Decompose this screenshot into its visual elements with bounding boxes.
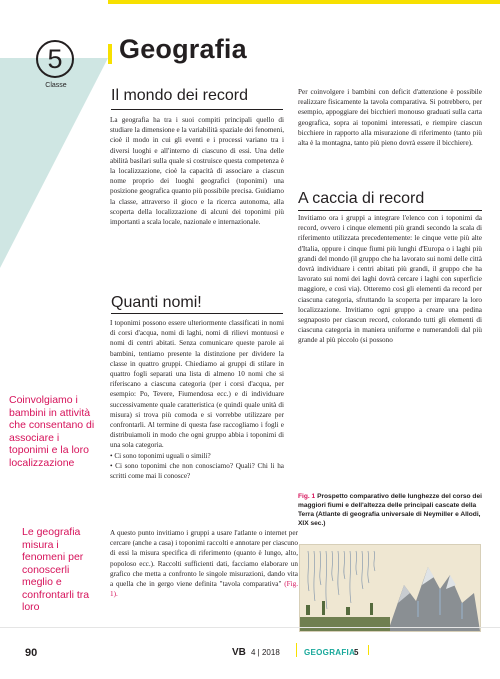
right-column-intro	[298, 87, 482, 148]
article-title: Il mondo dei record	[111, 87, 248, 104]
grade-label: Classe	[45, 82, 67, 89]
bullet-item: • Ci sono toponimi uguali o simili?	[110, 451, 211, 460]
footer-separator-end	[368, 645, 369, 655]
magazine-logo: VB	[232, 647, 246, 658]
teal-accent-shape	[0, 58, 108, 268]
page-number-left: 90	[25, 647, 38, 659]
page-title: Geografia	[119, 34, 247, 64]
issue-label: 4 | 2018	[251, 648, 280, 657]
sidenote-localization: Coinvolgiamo i bambini in attività che consentano di associare i toponimi e la loro localizzazione	[9, 394, 95, 469]
intro-paragraph: La geografia ha tra i suoi compiti principali quello di studiare la dimensione e la variabilità spaziale dei fenomeni, cioè il modo in cui gli eventi e i processi variano tra i diversi luoghi e all'interno di ciascuno di essi. Una delle abilità basilari sulla quale si costruisce questa competenza è la localizzazione, cioè la capacità di associare a ciascun nome proprio dei luoghi geografici (toponimi) una posizione geografica quanto più possibile precisa. Guidiamo la classe, attraverso il gioco e la ricerca autonoma, alla scoperta della localizzazione di alcuni dei toponimi più importanti a scala locale, nazionale e internazionale.	[110, 116, 284, 227]
section1-paragraph: I toponimi possono essere ulteriormente classificati in nomi di corsi d'acqua, nomi di laghi, nomi di rilievi montuosi e nomi di centri abitati. Senza comunicare queste parole ai bambini, tentiamo presente la distinzione per dividere la classe in quattro gruppi. Chiediamo ai gruppi di stilare in quattro fogli separati una lista di almeno 10 nomi che si riferiscano a ciascuna categoria (per i corsi d'acqua, per esempio: Po, Tevere, Fiumendosa ecc.) e di individuare successivamente quale caratteristica (e quindi quale unità di misura) si trova più comoda e si vorrebbe utilizzare per confrontarli. Al termine di questa fase raccogliamo i fogli e distribuiamoli in modo che ogni gruppo abbia i toponimi di una sola categoria.	[110, 319, 284, 450]
article-intro	[110, 115, 284, 227]
section1-paragraph-2-text: A questo punto invitiamo i gruppi a usare l'atlante o internet per cercare (anche a casa) i toponimi raccolti e annotare per ciascuno di essi la misura specifica di riferimento (quanto è lungo, alto, popoloso ecc.). Raccolti sufficienti dati, facciamo elaborare un grafico che metta a confronto le singole misurazioni, dando vita a quella che in gergo viene definita "tavola comparativa"	[110, 529, 298, 589]
figure-caption-text: Prospetto comparativo delle lunghezze del corso dei maggiori fiumi e dell'altezza delle principali cascate della Terra (Atlante di geografia universale di Neymiller e Allodi, XIX sec.)	[298, 493, 482, 527]
top-accent-bar	[108, 0, 500, 4]
section2-body	[298, 213, 482, 346]
article-title-rule	[111, 109, 283, 110]
footer-separator	[296, 643, 297, 657]
section-page-number: 5	[354, 648, 359, 657]
section1-body	[110, 318, 284, 481]
rivers-mountains-drawing	[300, 545, 480, 631]
sidenote-measurement: Le geografia misura i fenomeni per conoscerli meglio e confrontarli tra loro	[22, 526, 90, 613]
section-rule-1	[111, 313, 283, 314]
section2-paragraph: Invitiamo ora i gruppi a integrare l'elenco con i toponimi da record, ovvero i cinque elementi più grandi secondo la scala di riferimento utilizzata precedentemente: le cinque vette più alte d'Italia, oppure i cinque fiumi più lunghi d'Europa o i laghi più grandi del mondo (il gruppo che ha lavorato sui nomi delle città dovrà individuare i centri abitati più grandi, il gruppo che ha lavorato sui nomi dei laghi dovrà cercare i laghi con superficie maggiore, e così via). Otteremo così gli elementi da record per ciascuna categoria, sfruttando la scoperta per imparare la loro localizzazione. Invitiamo ogni gruppo a creare una pedina segnaposto per ciascun record, colorando tutti gli elementi di ciascuna categoria in maniera uniforme e numerandoli dal più grande al più piccolo (si possono	[298, 214, 482, 345]
bullet-item: • Ci sono toponimi che non conosciamo? Quali? Chi li ha scritti come mai li conosce?	[110, 461, 284, 481]
grade-badge: 5	[36, 40, 74, 78]
footer-section-label: GEOGRAFIA	[304, 648, 356, 657]
figure-reference-link[interactable]: (Fig. 1).	[110, 580, 299, 599]
figure-caption	[298, 492, 482, 528]
figure-label: Fig. 1	[298, 493, 316, 500]
footer-divider	[0, 627, 500, 628]
section-rule-2	[298, 210, 482, 211]
title-accent-bar	[108, 44, 112, 64]
right-paragraph: Per coinvolgere i bambini con deficit d'attenzione è possibile realizzare fisicamente la tavola comparativa. Si potrebbero, per esempio, appoggiare dei bicchieri monouso graduati sulla carta geografica, sopra ai toponimi interessati, e riempire ciascun bicchiere in rapporto alla misurazione di riferimento (tanto più alta è la montagna, tanto più pieno dovrà essere il bicchiere).	[298, 88, 482, 148]
section1-paragraph-2	[110, 528, 298, 599]
section-title-quanti-nomi: Quanti nomi!	[111, 294, 202, 311]
section1-body-continued	[110, 528, 298, 599]
section-title-caccia-record: A caccia di record	[298, 190, 425, 207]
comparative-chart-illustration	[299, 544, 481, 632]
